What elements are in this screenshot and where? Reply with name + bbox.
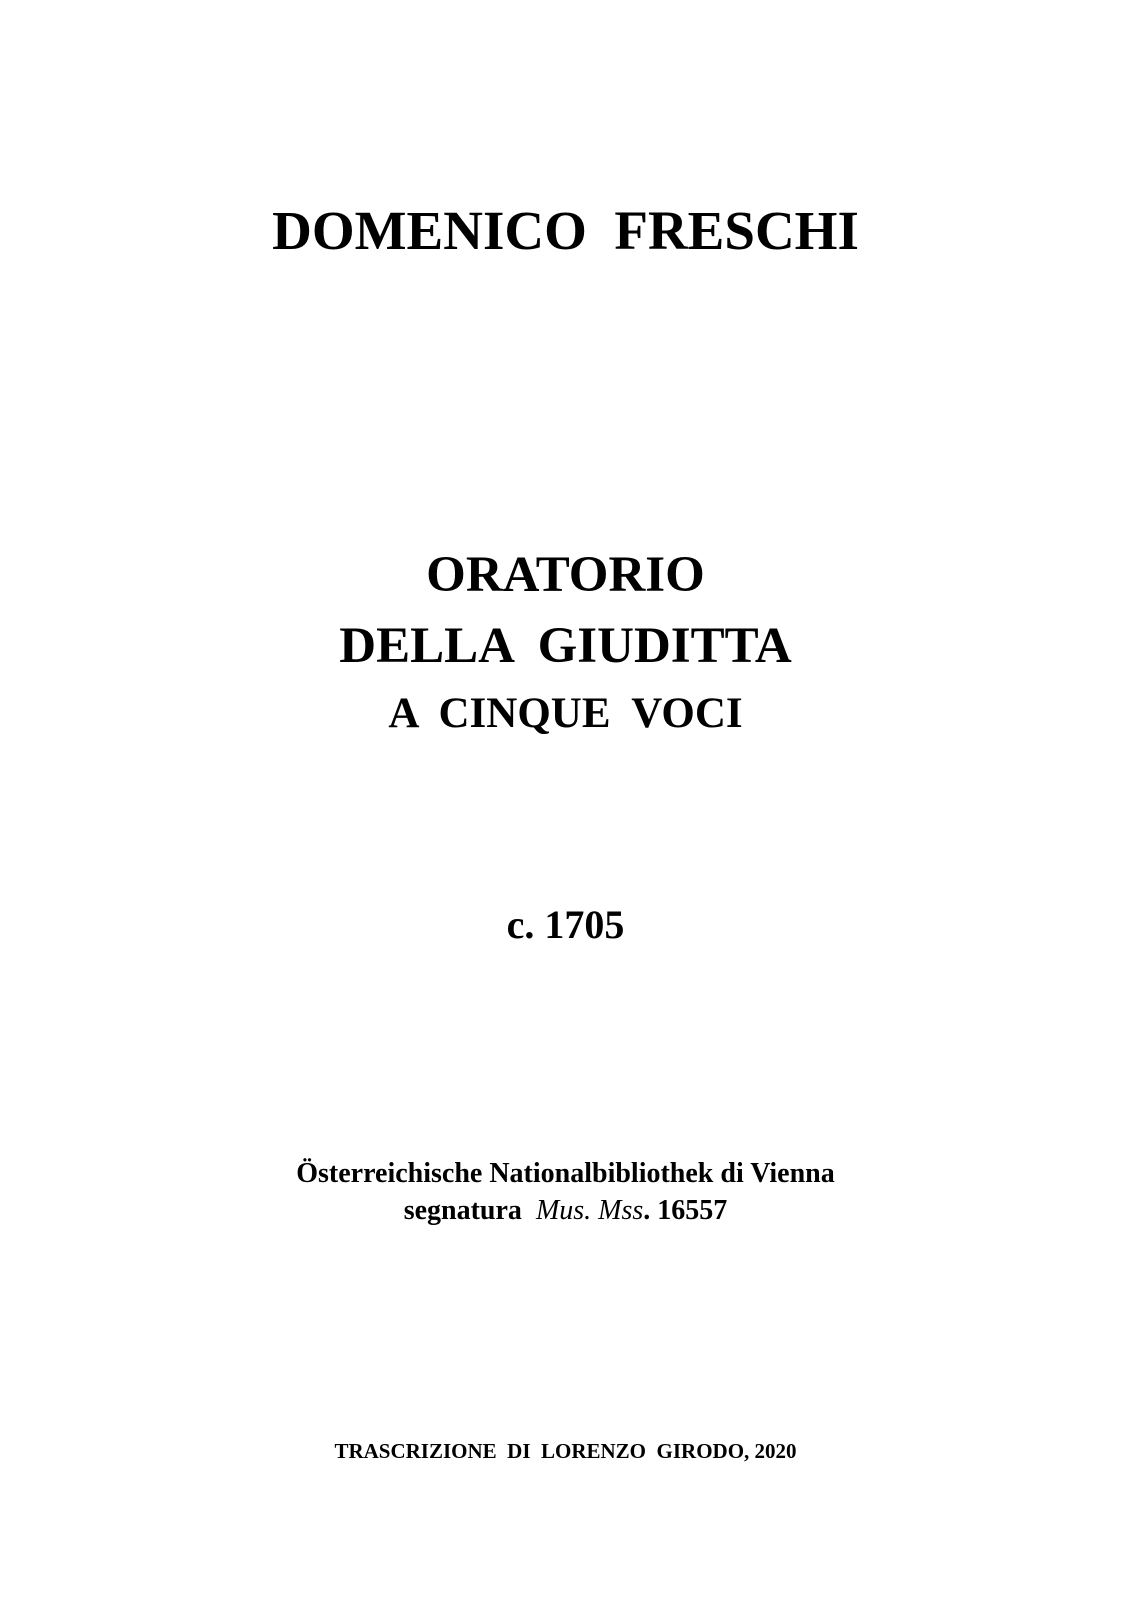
source-shelfmark bbox=[0, 1197, 1131, 1225]
shelfmark-prefix: segnatura bbox=[403, 1195, 536, 1226]
work-title-line-1: ORATORIO bbox=[426, 547, 705, 603]
source-library: Österreichische Nationalbibliothek di Vienna bbox=[296, 1158, 835, 1189]
shelfmark-number: . 16557 bbox=[643, 1195, 728, 1226]
shelfmark-series: Mss bbox=[598, 1195, 644, 1226]
shelfmark-collection: Mus. bbox=[535, 1195, 592, 1226]
work-title-line-2: DELLA GIUDITTA bbox=[339, 618, 792, 674]
transcription-credit: TRASCRIZIONE DI LORENZO GIRODO, 2020 bbox=[334, 1439, 797, 1463]
composition-date: c. 1705 bbox=[506, 902, 625, 947]
work-subtitle: A CINQUE VOCI bbox=[388, 690, 743, 737]
composer-name: DOMENICO FRESCHI bbox=[272, 200, 859, 261]
